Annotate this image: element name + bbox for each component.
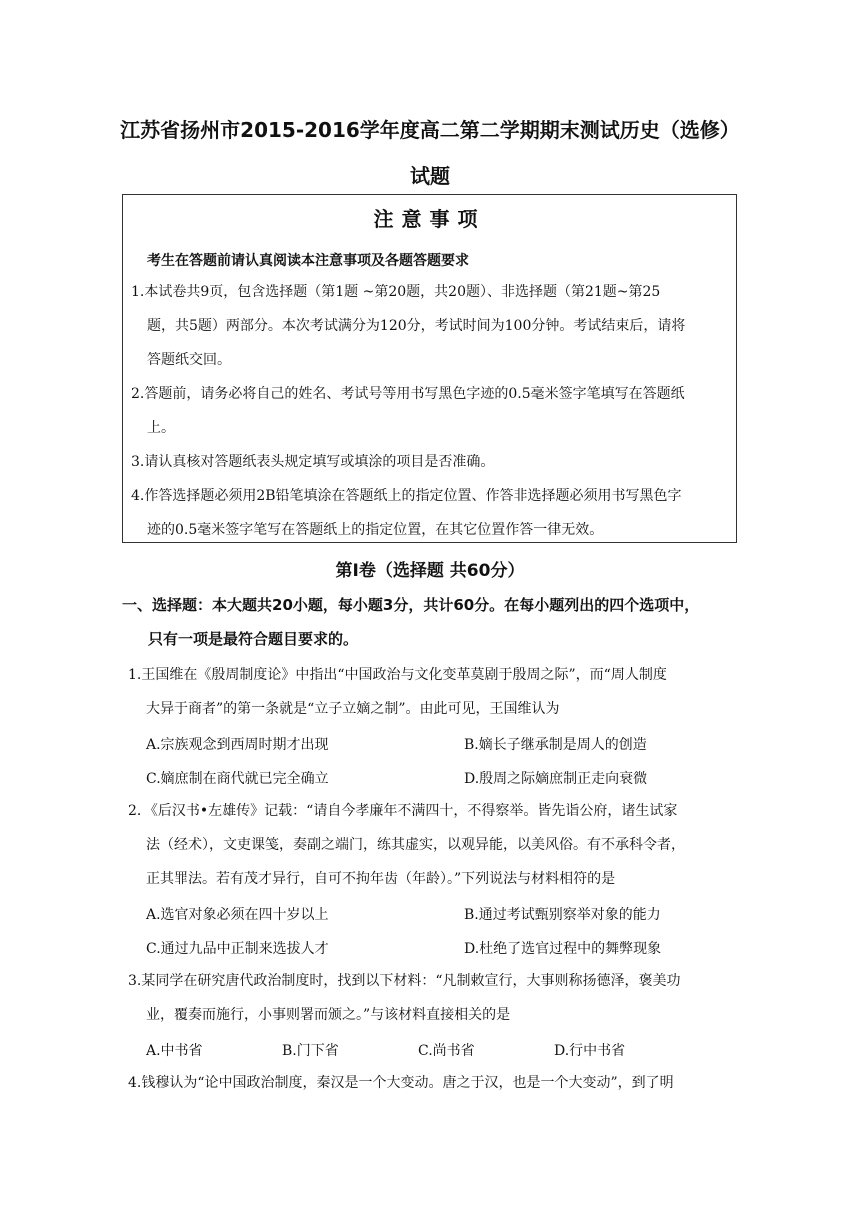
notice-item-4-line-1: 4.作答选择题必须用2B铅笔填涂在答题纸上的指定位置、作答非选择题必须用书写黑色字 (131, 488, 682, 504)
question-2-stem-line-2: 法（经术），文吏课笺，奏副之端门，练其虚实，以观异能，以美风俗。有不承科令者， (146, 837, 685, 853)
document-title-continued: 试题 (410, 164, 450, 188)
question-1-option-b: B.嫡长子继承制是周人的创造 (464, 737, 647, 753)
document-title: 江苏省扬州市2015-2016学年度高二第二学期期末测试历史（选修） (120, 118, 740, 142)
question-3-stem-line-1: 3.某同学在研究唐代政治制度时，找到以下材料：“凡制敕宣行，大事则称扬德泽，褒美功 (128, 973, 681, 989)
question-4-stem-line-1: 4.钱穆认为“论中国政治制度，秦汉是一个大变动。唐之于汉，也是一个大变动”，到了明 (128, 1075, 674, 1091)
question-1-option-a: A.宗族观念到西周时期才出现 (146, 737, 329, 753)
question-2-option-a: A.选官对象必须在四十岁以上 (146, 907, 329, 923)
notice-item-2-line-1: 2.答题前，请务必将自己的姓名、考试号等用书写黑色字迹的0.5毫米签字笔填写在答题纸 (131, 386, 685, 402)
question-2-stem-line-3: 正其罪法。若有茂才异行，自可不拘年齿（年龄）。”下列说法与材料相符的是 (146, 871, 616, 887)
section-instruction-line-2: 只有一项是最符合题目要求的。 (148, 630, 359, 648)
notice-item-2-line-2: 上。 (147, 420, 175, 436)
section-title: 第Ⅰ卷（选择题 共60分） (335, 561, 525, 581)
question-2-stem-line-1: 2．《后汉书•左雄传》记载：“请自今孝廉年不满四十，不得察举。皆先诣公府，诸生试家 (128, 803, 678, 819)
question-2-option-c: C.通过九品中正制来选拔人才 (146, 941, 329, 957)
notice-item-1-line-3: 答题纸交回。 (147, 352, 231, 368)
notice-item-1-line-2: 题，共5题）两部分。本次考试满分为120分，考试时间为100分钟。考试结束后，请将 (147, 318, 686, 334)
notice-item-3: 3.请认真核对答题纸表头规定填写或填涂的项目是否准确。 (131, 454, 495, 470)
section-instruction-line-1: 一、选择题：本大题共20小题，每小题3分，共计60分。在每小题列出的四个选项中， (122, 596, 700, 614)
question-2-option-b: B.通过考试甄别察举对象的能力 (464, 907, 661, 923)
question-1-stem-line-1: 1.王国维在《殷周制度论》中指出“中国政治与文化变革莫剧于殷周之际”，而“周人制度 (128, 667, 667, 683)
question-1-option-d: D.殷周之际嫡庶制正走向衰微 (464, 771, 648, 787)
question-3-stem-line-2: 业，覆奏而施行，小事则署而颁之。”与该材料直接相关的是 (146, 1007, 511, 1023)
notice-intro: 考生在答题前请认真阅读本注意事项及各题答题要求 (147, 253, 469, 269)
notice-item-1-line-1: 1.本试卷共9页，包含选择题（第1题 ~第20题，共20题）、非选择题（第21题~第25 (131, 284, 661, 300)
notice-heading: 注意事项 (373, 207, 486, 231)
question-1-option-c: C.嫡庶制在商代就已完全确立 (146, 771, 329, 787)
notice-item-4-line-2: 迹的0.5毫米签字笔写在答题纸上的指定位置，在其它位置作答一律无效。 (147, 522, 604, 538)
question-3-option-d: D.行中书省 (554, 1043, 626, 1059)
question-3-option-c: C.尚书省 (418, 1043, 475, 1059)
question-2-option-d: D.杜绝了选官过程中的舞弊现象 (464, 941, 662, 957)
question-1-stem-line-2: 大异于商者”的第一条就是“立子立嫡之制”。由此可见，王国维认为 (146, 701, 560, 717)
notice-box (122, 194, 737, 543)
question-3-option-b: B.门下省 (282, 1043, 339, 1059)
question-3-option-a: A.中书省 (146, 1043, 203, 1059)
